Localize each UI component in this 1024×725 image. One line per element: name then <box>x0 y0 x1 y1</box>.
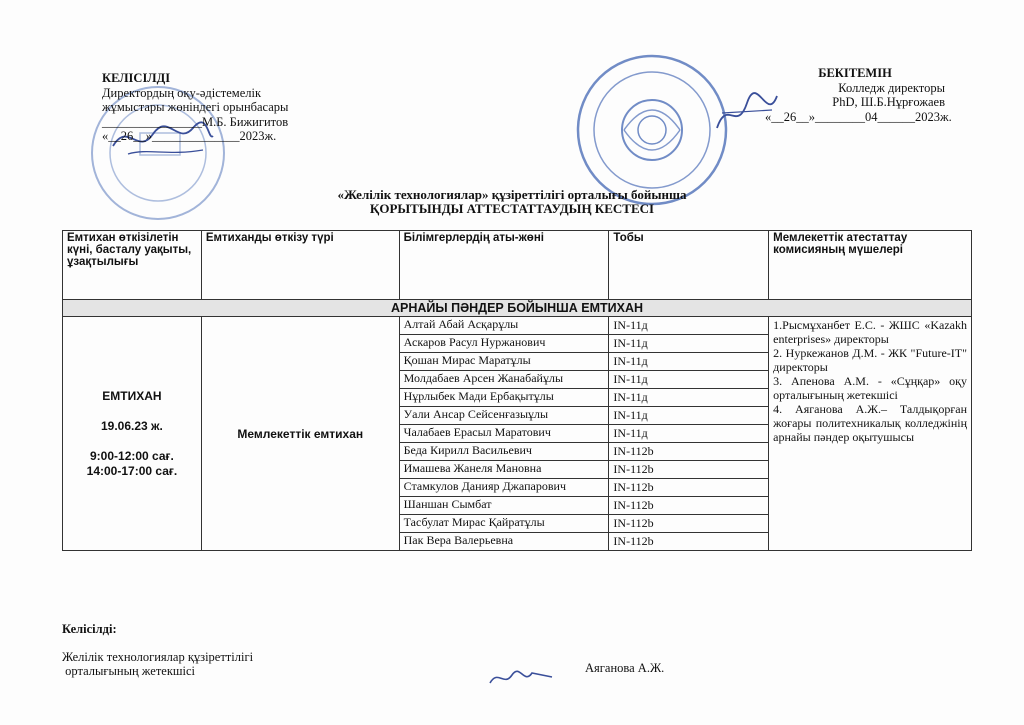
approval-right-block <box>765 66 952 124</box>
footer-agreed-label: Келісілді: <box>62 622 117 636</box>
commission-cell <box>769 317 972 551</box>
student-name: Алтай Абай Асқарұлы <box>399 317 609 335</box>
footer-role-line2: орталығының жетекшісі <box>62 664 196 678</box>
student-group: IN-11д <box>609 407 769 425</box>
exam-date: 19.06.23 ж. <box>100 418 163 433</box>
approval-left-line4: «__26__»______________2023ж. <box>102 129 277 143</box>
document-title-line2: ҚОРЫТЫНДЫ АТТЕСТАТТАУДЫҢ КЕСТЕСІ <box>369 201 655 216</box>
approval-left-line1: Директордың оқу-әдістемелік <box>102 85 262 100</box>
student-group: IN-112b <box>609 461 769 479</box>
approval-right-title: БЕКІТЕМІН <box>818 66 892 80</box>
student-name: Нұрлыбек Мади Ербақытұлы <box>399 389 609 407</box>
student-group: IN-112b <box>609 533 769 551</box>
exam-label: ЕМТИХАН <box>102 388 162 403</box>
header-group: Тобы <box>609 231 769 300</box>
student-group: IN-11д <box>609 353 769 371</box>
approval-right-line3: «__26__»________04______2023ж. <box>765 109 952 124</box>
student-name: Чалабаев Ерасыл Маратович <box>399 425 609 443</box>
student-name: Қошан Мирас Маратұлы <box>399 353 609 371</box>
commission-member: 2. Нуркежанов Д.М. - ЖК "Future-IT" директоры <box>773 346 967 374</box>
student-group: IN-11д <box>609 335 769 353</box>
footer-role <box>62 650 253 678</box>
student-name: Аскаров Расул Нуржанович <box>399 335 609 353</box>
approval-left-title: КЕЛІСІЛДІ <box>102 71 171 85</box>
exam-info-cell <box>63 317 202 551</box>
student-name: Молдабаев Арсен Жанабайұлы <box>399 371 609 389</box>
footer-signer-name: Аяганова А.Ж. <box>585 661 665 675</box>
section-title: АРНАЙЫ ПӘНДЕР БОЙЫНША ЕМТИХАН <box>63 300 972 317</box>
approval-left-block <box>102 71 288 144</box>
exam-time-2: 14:00-17:00 сағ. <box>86 463 178 478</box>
approval-right-line1: Колледж директоры <box>838 80 945 95</box>
table-row <box>63 317 972 335</box>
section-row <box>63 300 972 317</box>
student-group: IN-11д <box>609 425 769 443</box>
student-name: Стамкулов Данияр Джапарович <box>399 479 609 497</box>
approval-left-line3: ________________М.Б. Бижигитов <box>102 114 289 129</box>
student-name: Беда Кирилл Васильевич <box>399 443 609 461</box>
header-exam-date: Емтихан өткізілетін күні, басталу уақыты, ұзақтылығы <box>63 231 202 300</box>
document-title-line1: «Желілік технологиялар» құзіреттілігі орталығы бойынша <box>337 187 687 202</box>
header-exam-type: Емтиханды өткізу түрі <box>201 231 399 300</box>
student-group: IN-11д <box>609 389 769 407</box>
student-group: IN-112b <box>609 443 769 461</box>
student-group: IN-112b <box>609 515 769 533</box>
commission-member: 1.Рысмұханбет Е.С. - ЖШС «Kazakh enterprises» директоры <box>773 318 967 346</box>
table-header-row <box>63 231 972 300</box>
exam-type-cell: Мемлекеттік емтихан <box>201 317 399 551</box>
student-name: Тасбулат Мирас Қайратұлы <box>399 515 609 533</box>
right-seal-stamp <box>572 50 732 210</box>
student-name: Шаншан Сымбат <box>399 497 609 515</box>
student-group: IN-11д <box>609 371 769 389</box>
student-name: Имашева Жанеля Мановна <box>399 461 609 479</box>
document-title <box>0 188 1024 216</box>
footer-role-line1: Желілік технологиялар құзіреттілігі <box>62 650 254 664</box>
header-student-name: Білімгерлердің аты-жөні <box>399 231 609 300</box>
header-commission: Мемлекеттік атестаттау комисияның мүшелері <box>769 231 972 300</box>
footer-signature <box>486 665 556 691</box>
approval-left-line2: жұмыстары жөніндегі орынбасары <box>102 100 289 114</box>
schedule-table <box>62 230 972 551</box>
student-group: IN-112b <box>609 479 769 497</box>
student-name: Пак Вера Валерьевна <box>399 533 609 551</box>
commission-member: 3. Апенова А.М. - «Сұңқар» оқу орталығының жетекшісі <box>773 374 967 402</box>
student-group: IN-11д <box>609 317 769 335</box>
commission-member: 4. Аяганова А.Ж.– Талдықорған жоғары политехникалық колледжінің арнайы пәндер оқытушысы <box>773 402 967 444</box>
student-group: IN-112b <box>609 497 769 515</box>
approval-right-line2: PhD, Ш.Б.Нұрғожаев <box>832 95 945 109</box>
student-name: Уали Ансар Сейсенғазыұлы <box>399 407 609 425</box>
exam-time-1: 9:00-12:00 сағ. <box>90 448 174 463</box>
